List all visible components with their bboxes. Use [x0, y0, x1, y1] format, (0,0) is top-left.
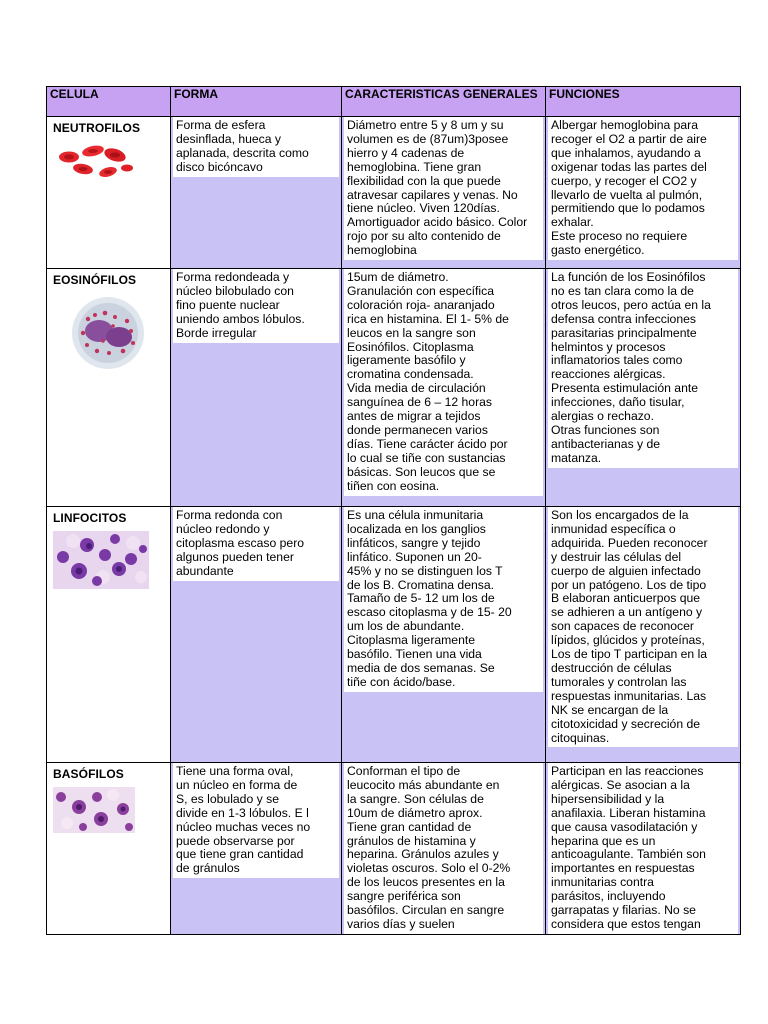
cell-type-name: BASÓFILOS	[53, 767, 124, 781]
cell-forma	[171, 763, 342, 935]
forma-text: Forma redondeada y núcleo bilobulado con fino puente nuclear uniendo ambos lóbulos. Borde irregular	[173, 269, 339, 343]
cell-name	[47, 269, 171, 507]
header-funciones: FUNCIONES	[546, 87, 741, 117]
basophils-image	[53, 787, 135, 833]
caracteristicas-text: Conforman el tipo de leucocito más abundante en la sangre. Son células de 10um de diámetro aprox. Tiene gran cantidad de gránulos de histamina y heparina. Gránulos azules y violetas oscuros. Solo el 0-2% de los leucos presentes en la sangre periférica son basófilos. Circulan en sangre varios días y suelen	[344, 763, 543, 934]
caracteristicas-text: Diámetro entre 5 y 8 um y su volumen es de (87um)3posee hierro y 4 cadenas de hemoglobina. Tiene gran flexibilidad con la que puede atravesar capilares y venas. No tiene núcleo. Viven 120días. Amortiguador acido básico. Color rojo por su alto contenido de hemoglobina	[344, 117, 543, 260]
cell-forma	[171, 269, 342, 507]
cell-funciones	[546, 269, 741, 507]
table-row	[47, 507, 741, 763]
forma-text: Tiene una forma oval, un núcleo en forma de S, es lobulado y se divide en 1-3 lóbulos. E l núcleo muchas veces no puede observarse por que tiene gran cantidad de gránulos	[173, 763, 339, 878]
cell-name	[47, 507, 171, 763]
table-row	[47, 117, 741, 269]
red-blood-cells-image	[53, 141, 135, 181]
cell-type-name: EOSINÓFILOS	[53, 273, 137, 287]
lymphocytes-image	[53, 531, 149, 589]
cell-name	[47, 763, 171, 935]
cell-caracteristicas	[342, 507, 546, 763]
forma-text: Forma redonda con núcleo redondo y citoplasma escaso pero algunos pueden tener abundante	[173, 507, 339, 581]
funciones-text: Participan en las reacciones alérgicas. Se asocian a la hipersensibilidad y la anafilaxia. Liberan histamina que causa vasodilatación y heparina que es un anticoagulante. También son importantes en respuestas inmunitarias contra parásitos, incluyendo garrapatas y filarias. No se considera que estos tengan	[548, 763, 738, 934]
table-row	[47, 269, 741, 507]
caracteristicas-text: Es una célula inmunitaria localizada en los ganglios linfáticos, sangre y tejido linfático. Suponen un 20- 45% y no se distinguen los T de los B. Cromatina densa. Tamaño de 5- 12 um los de escaso citoplasma y de 15- 20 um los de abundante. Citoplasma ligeramente basófilo. Tienen una vida media de dos semanas. Se tiñe con ácido/base.	[344, 507, 543, 692]
cell-forma	[171, 117, 342, 269]
forma-text: Forma de esfera desinflada, hueca y aplanada, descrita como disco bicóncavo	[173, 117, 339, 177]
cell-caracteristicas	[342, 269, 546, 507]
funciones-text: Son los encargados de la inmunidad específica o adquirida. Pueden reconocer y destruir las células del cuerpo de alguien infectado por un patógeno. Los de tipo B elaboran anticuerpos que se adhieren a un antígeno y son capaces de reconocer lípidos, glúcidos y proteínas, Los de tipo T participan en la destrucción de células tumorales y controlan las respuestas inmunitarias. Las NK se encargan de la citotoxicidad y secreción de citoquinas.	[548, 507, 738, 747]
table-row	[47, 763, 741, 935]
cell-type-name: LINFOCITOS	[53, 511, 127, 525]
funciones-text: La función de los Eosinófilos no es tan clara como la de otros leucos, pero actúa en la defensa contra infecciones parasitarias principalmente helmintos y procesos inflamatorios tales como reacciones alérgicas. Presenta estimulación ante infecciones, daño tisular, alergias o rechazo. Otras funciones son antibacterianas y de matanza.	[548, 269, 738, 468]
cell-caracteristicas	[342, 117, 546, 269]
header-forma: FORMA	[171, 87, 342, 117]
header-celula: CELULA	[47, 87, 171, 117]
cell-funciones	[546, 763, 741, 935]
cell-type-name: NEUTROFILOS	[53, 121, 141, 135]
cell-caracteristicas	[342, 763, 546, 935]
caracteristicas-text: 15um de diámetro. Granulación con específica coloración roja- anaranjado rica en histamina. El 1- 5% de leucos en la sangre son Eosinófilos. Citoplasma ligeramente basófilo y cromatina condensada. Vida media de circulación sanguínea de 6 – 12 horas antes de migrar a tejidos donde permanecen varios días. Tiene carácter ácido por lo cual se tiñe con sustancias básicas. Son leucos que se tiñen con eosina.	[344, 269, 543, 496]
blood-cells-table	[46, 86, 741, 935]
funciones-text: Albergar hemoglobina para recoger el O2 a partir de aire que inhalamos, ayudando a oxigenar todas las partes del cuerpo, y recoger el CO2 y llevarlo de vuelta al pulmón, permitiendo que lo podamos exhalar. Este proceso no requiere gasto energético.	[548, 117, 738, 260]
cell-forma	[171, 507, 342, 763]
cell-funciones	[546, 117, 741, 269]
header-row	[47, 87, 741, 117]
eosinophil-image	[53, 293, 163, 373]
cell-funciones	[546, 507, 741, 763]
cell-name	[47, 117, 171, 269]
header-caracteristicas: CARACTERISTICAS GENERALES	[342, 87, 546, 117]
